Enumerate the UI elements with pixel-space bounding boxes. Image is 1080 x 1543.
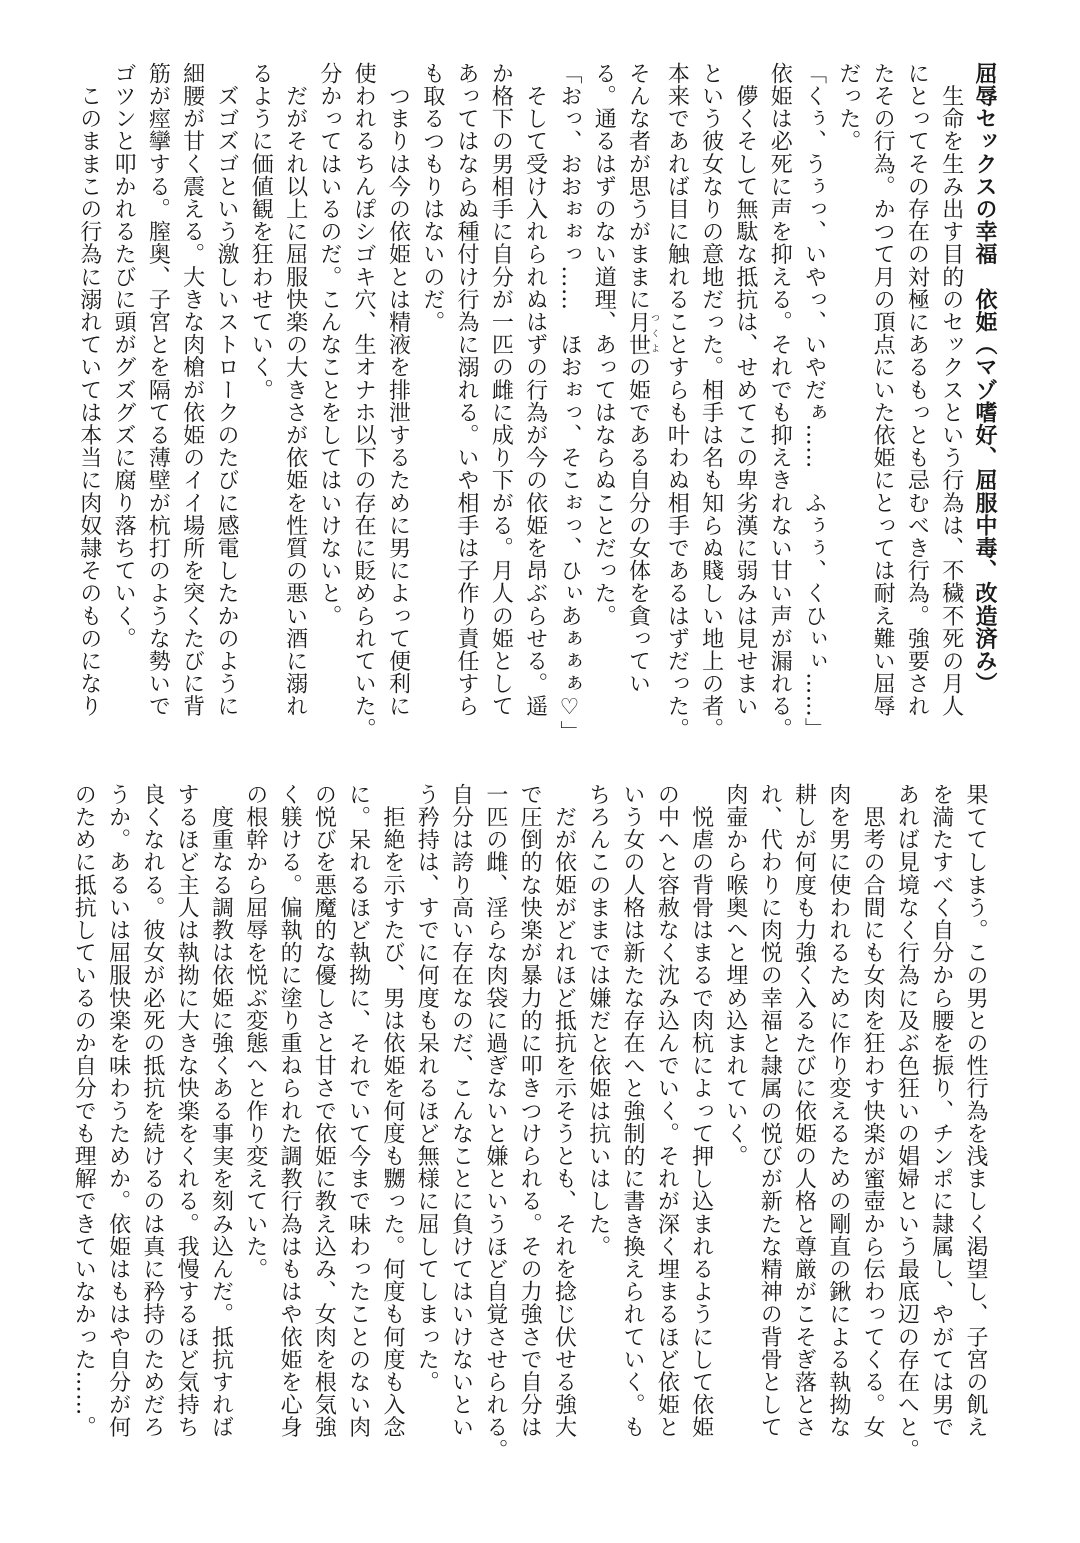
text-line: 耕しが何度も力強く入るたびに依姫の人格と尊厳がこそぎ落とさ	[791, 783, 817, 1439]
text-line: 依姫は必死に声を抑える。それでも抑えきれない甘い声が漏れる。	[767, 62, 793, 740]
ruby-base: 月世	[625, 310, 651, 356]
text-line: る。通るはずのない道理、あってはならぬことだった。	[591, 62, 617, 627]
text-line: たその行為。かつて月の頂点にいた依姫にとっては耐え難い屈辱	[870, 62, 896, 718]
text-line: く躾ける。偏執的に塗り重ねられた調教行為はもはや依姫を心身	[277, 783, 303, 1439]
text-line: だがそれ以上に屈服快楽の大きさが依姫を性質の悪い酒に溺れ	[282, 62, 308, 718]
text-line: 分かってはいるのだ。こんなことをしてはいけないと。	[316, 62, 342, 627]
text-line: このままこの行為に溺れていては本当に肉奴隷そのものになり	[76, 62, 102, 718]
ruby-word	[625, 310, 660, 356]
text-line: うか。あるいは屈服快楽を味わうためか。依姫はもはや自分が何	[105, 783, 131, 1439]
text-line: つまりは今の依姫とは精液を排泄するために男によって便利に	[385, 62, 411, 718]
ruby-reading: つくよ	[649, 310, 660, 356]
text-line: か格下の男相手に自分が一匹の雌に成り下がる。月人の姫として	[488, 62, 514, 718]
text-line: の悦びを悪魔的な優しさと甘さで依姫に教え込み、女肉を根気強	[311, 783, 337, 1439]
text-line: を満たすべく自分から腰を振り、チンポに隷属し、やがては男で	[928, 783, 954, 1439]
top-text-block	[71, 62, 1002, 752]
text-line: だった。	[835, 62, 861, 153]
text-line: という彼女なりの意地だった。相手は名も知らぬ賤しい地上の者。	[698, 62, 724, 740]
text-line: 果ててしまう。この男との性行為を浅ましく渇望し、子宮の飢え	[963, 783, 988, 1439]
text-line: 使われるちんぽシゴキ穴、生オナホ以下の存在に貶められていた。	[351, 62, 377, 740]
text-line: に。呆れるほど執拗に、それでいて今まで味わったことのない肉	[345, 783, 371, 1439]
text-line: で圧倒的な快楽が暴力的に叩きつけられる。その力強さで自分は	[517, 783, 543, 1439]
text-line: ズゴズゴという激しいストロークのたびに感電したかのように	[213, 62, 239, 718]
text-line: 肉を男に使われるために作り変えるための剛直の鍬による執拗な	[825, 783, 851, 1439]
text-line: れ、代わりに肉悦の幸福と隷属の悦びが新たな精神の背骨として	[757, 783, 783, 1439]
text-line: 「くぅ、うぅっ、いやっ、いやだぁ…… ふぅぅ、くひぃぃ……」	[801, 62, 827, 740]
text-line: するほど主人は執拗に大きな快楽をくれる。我慢するほど気持ち	[174, 783, 200, 1439]
text-line: 拒絶を示すたび、男は依姫を何度も嬲った。何度も何度も入念	[379, 783, 405, 1439]
text-line: 自分は誇り高い存在なのだ、こんなことに負けてはいけないとい	[448, 783, 474, 1439]
text-line: るように価値観を狂わせていく。	[248, 62, 274, 401]
text-line: 細腰が甘く震える。大きな肉槍が依姫のイイ場所を突くたびに背	[179, 62, 205, 718]
text-line: 生命を生み出す目的のセックスという行為は、不穢不死の月人	[938, 62, 964, 718]
text-line: の中へと容赦なく沈み込んでいく。それが深く埋まるほど依姫と	[654, 783, 680, 1439]
text-line-ruby	[620, 62, 659, 752]
text-line: あれば見境なく行為に及ぶ色狂いの娼婦という最底辺の存在へと。	[894, 783, 920, 1461]
section-title: 屈辱セックスの幸福 依姫（マゾ嗜好、屈服中毒、改造済み）	[972, 62, 998, 695]
text-line: 一匹の雌、淫らな肉袋に過ぎないと嫌というほど自覚させられる。	[482, 783, 508, 1461]
text-line: 思考の合間にも女肉を狂わす快楽が蜜壺から伝わってくる。女	[860, 783, 886, 1439]
ruby-line-after: の姫である自分の女体を貪ってい	[625, 355, 651, 695]
text-line: にとってその存在の対極にあるもっとも忌むべき行為。強要され	[904, 62, 930, 718]
text-line: う矜持は、すでに何度も呆れるほど無様に屈してしまった。	[414, 783, 440, 1394]
text-line: 本来であれば目に触れることすらも叶わぬ相手であるはずだった。	[664, 62, 690, 740]
text-line: 良くなれる。彼女が必死の抵抗を続けるのは真に矜持のためだろ	[139, 783, 165, 1439]
text-line: 筋が痙攣する。膣奥、子宮とを隔てる薄壁が杭打のような勢いで	[145, 62, 171, 718]
text-line: あってはならぬ種付け行為に溺れる。いや相手は子作り責任すら	[454, 62, 480, 718]
text-line: そして受け入れられぬはずの行為が今の依姫を昂ぶらせる。遥	[522, 62, 548, 718]
text-line: 悦虐の背骨はまるで肉杭によって押し込まれるようにして依姫	[688, 783, 714, 1439]
text-line: のために抵抗しているのか自分でも理解できていなかった……。	[71, 783, 97, 1439]
text-line: も取るつもりはないのだ。	[419, 62, 445, 334]
text-line: ちろんこのままでは嫌だと依姫は抗いはした。	[585, 783, 611, 1258]
bottom-text-block	[66, 783, 992, 1483]
text-line: だが依姫がどれほど抵抗を示そうとも、それを捻じ伏せる強大	[551, 783, 577, 1439]
text-line: いう女の人格は新たな存在へと強制的に書き換えられていく。も	[620, 783, 646, 1439]
text-line: 肉壷から喉奥へと埋め込まれていく。	[722, 783, 748, 1168]
text-line: の根幹から屈辱を悦ぶ変態へと作り変えていた。	[242, 783, 268, 1281]
text-line: ゴツンと叩かれるたびに頭がグズグズに腐り落ちていく。	[111, 62, 137, 650]
ruby-line-before: そんな者が思うがままに	[625, 62, 651, 311]
text-line: 儚くそして無駄な抵抗は、せめてこの卑劣漢に弱みは見せまい	[732, 62, 758, 718]
text-line: 「おっ、おおぉぉっ…… ほおぉっ、そこぉっ、ひぃあぁぁぁ♡」	[556, 62, 582, 743]
text-line: 度重なる調教は依姫に強くある事実を刻み込んだ。抵抗すれば	[208, 783, 234, 1439]
